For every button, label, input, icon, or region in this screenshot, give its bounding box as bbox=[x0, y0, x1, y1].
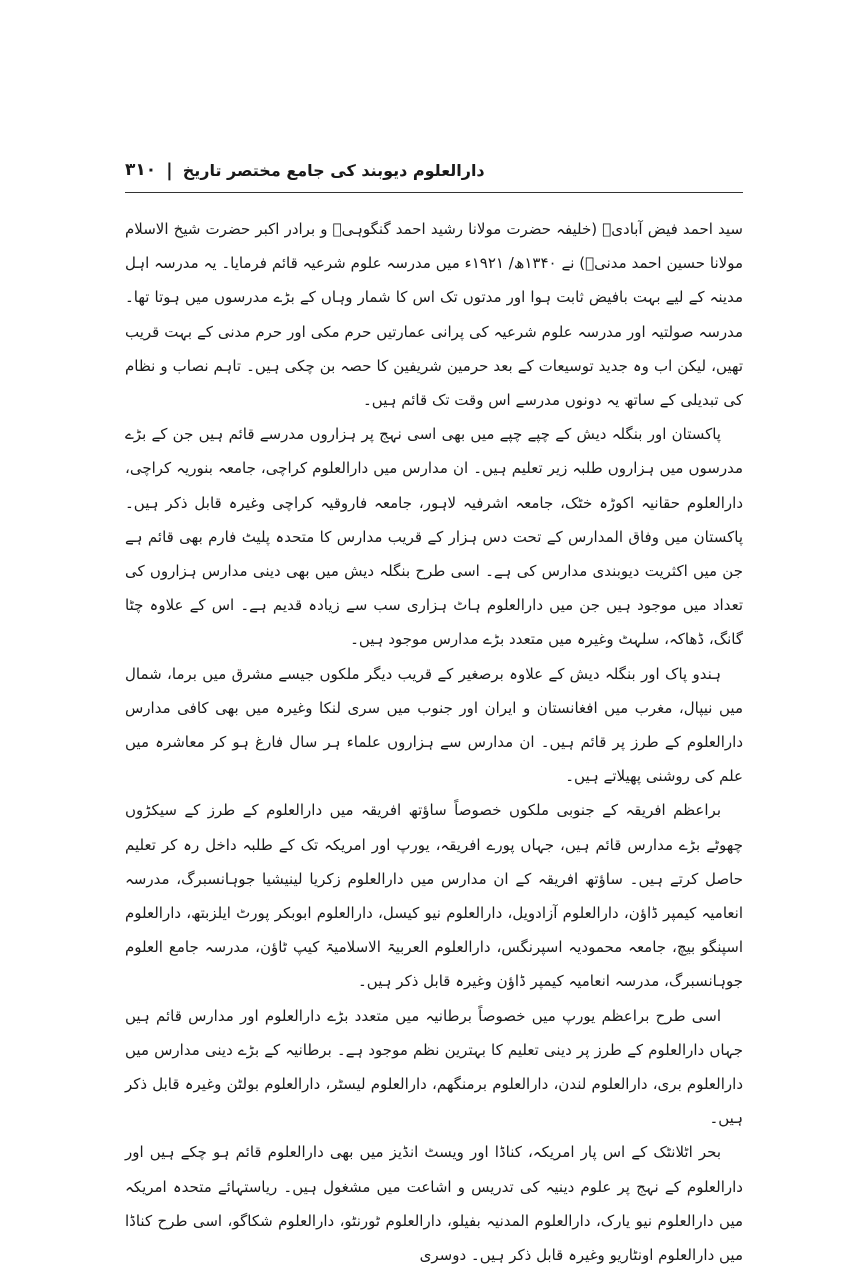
page-number: ۳۱۰ bbox=[125, 160, 157, 180]
header-divider bbox=[125, 192, 743, 193]
paragraph-2: پاکستان اور بنگلہ دیش کے چپے چپے میں بھی اسی نہج پر ہزاروں مدرسے قائم ہیں جن کے بڑے مدرسوں میں ہزاروں طلبہ زیر تعلیم ہیں۔ ان مدارس میں دارالعلوم کراچی، جامعہ بنوریہ کراچی، دارالعلوم حقانیہ اکوڑہ خٹک، جامعہ اشرفیہ لاہور، جامعہ فاروقیہ کراچی وغیرہ قابل ذکر ہیں۔ پاکستان میں وفاق المدارس کے تحت دس ہزار کے قریب مدارس کا متحدہ پلیٹ فارم بھی قائم ہے جن میں اکثریت دیوبندی مدارس کی ہے۔ اسی طرح بنگلہ دیش میں بھی دینی مدارس ہزاروں کی تعداد میں موجود ہیں جن میں دارالعلوم ہاٹ ہزاری سب سے زیادہ قدیم ہے۔ اس کے علاوہ چٹا گانگ، ڈھاکہ، سلہٹ وغیرہ میں متعدد بڑے مدارس موجود ہیں۔ bbox=[125, 425, 743, 649]
body-text bbox=[125, 212, 743, 1272]
paragraph-4: براعظم افریقہ کے جنوبی ملکوں خصوصاً ساؤتھ افریقہ میں دارالعلوم کے طرز کے سیکڑوں چھوٹے بڑے مدارس قائم ہیں، جہاں پورے افریقہ، یورپ اور امریکہ تک کے طلبہ داخل رہ کر تعلیم حاصل کرتے ہیں۔ ساؤتھ افریقہ کے ان مدارس میں دارالعلوم زکریا لینیشیا جوہانسبرگ، مدرسہ انعامیہ کیمپر ڈاؤن، دارالعلوم آزادویل، دارالعلوم نیو کیسل، دارالعلوم ابوبکر پورٹ ایلزبتھ، دارالعلوم اسپنگو بیچ، جامعہ محمودیہ اسپرنگس، دارالعلوم العربیۃ الاسلامیۃ کیپ ٹاؤن، مدرسہ جامع العلوم جوہانسبرگ، مدرسہ انعامیہ کیمپر ڈاؤن وغیرہ قابل ذکر ہیں۔ bbox=[125, 801, 743, 991]
paragraph-3: ہندو پاک اور بنگلہ دیش کے علاوہ برصغیر کے قریب دیگر ملکوں جیسے مشرق میں برما، شمال میں نیپال، مغرب میں افغانستان و ایران اور جنوب میں سری لنکا وغیرہ میں بھی کافی مدارس دارالعلوم کے طرز پر قائم ہیں۔ ان مدارس سے ہزاروں علماء ہر سال فارغ ہو کر معاشرہ میں علم کی روشنی پھیلاتے ہیں۔ bbox=[125, 664, 743, 786]
paragraph-1: سید احمد فیض آبادیؒ (خلیفہ حضرت مولانا رشید احمد گنگوہیؒ و برادر اکبر حضرت شیخ الاسلام مولانا حسین احمد مدنیؒ) نے ۱۳۴۰ھ/ ۱۹۲۱ء میں مدرسہ علوم شرعیہ قائم فرمایا۔ یہ مدرسہ اہل مدینہ کے لیے بہت بافیض ثابت ہوا اور مدتوں تک اس کا شمار وہاں کے بڑے مدرسوں میں ہوتا تھا۔ مدرسہ صولتیہ اور مدرسہ علوم شرعیہ کی پرانی عمارتیں حرم مکی اور حرم مدنی کے بہت قریب تھیں، لیکن اب وہ جدید توسیعات کے بعد حرمین شریفین کا حصہ بن چکی ہیں۔ تاہم نصاب و نظام کی تبدیلی کے ساتھ یہ دونوں مدرسے اس وقت تک قائم ہیں۔ bbox=[125, 220, 743, 410]
paragraph-6: بحر اٹلانٹک کے اس پار امریکہ، کناڈا اور ویسٹ انڈیز میں بھی دارالعلوم قائم ہو چکے ہیں اور دارالعلوم کے نہج پر علوم دینیہ کی تدریس و اشاعت میں مشغول ہیں۔ ریاستہائے متحدہ امریکہ میں دارالعلوم نیو یارک، دارالعلوم المدنیہ بفیلو، دارالعلوم ٹورنٹو، دارالعلوم شکاگو، اسی طرح کناڈا میں دارالعلوم اونٹاریو وغیرہ قابل ذکر ہیں۔ دوسری bbox=[125, 1143, 743, 1265]
paragraph-5: اسی طرح براعظم یورپ میں خصوصاً برطانیہ میں متعدد بڑے دارالعلوم اور مدارس قائم ہیں جہاں دارالعلوم کے طرز پر دینی تعلیم کا بہترین نظم موجود ہے۔ برطانیہ کے بڑے دینی مدارس میں دارالعلوم بری، دارالعلوم لندن، دارالعلوم برمنگھم، دارالعلوم لیسٹر، دارالعلوم بولٹن وغیرہ قابل ذکر ہیں۔ bbox=[125, 1006, 743, 1128]
running-title: دارالعلوم دیوبند کی جامع مختصر تاریخ bbox=[182, 160, 485, 180]
page-header bbox=[125, 152, 743, 188]
header-separator: | bbox=[166, 159, 173, 181]
